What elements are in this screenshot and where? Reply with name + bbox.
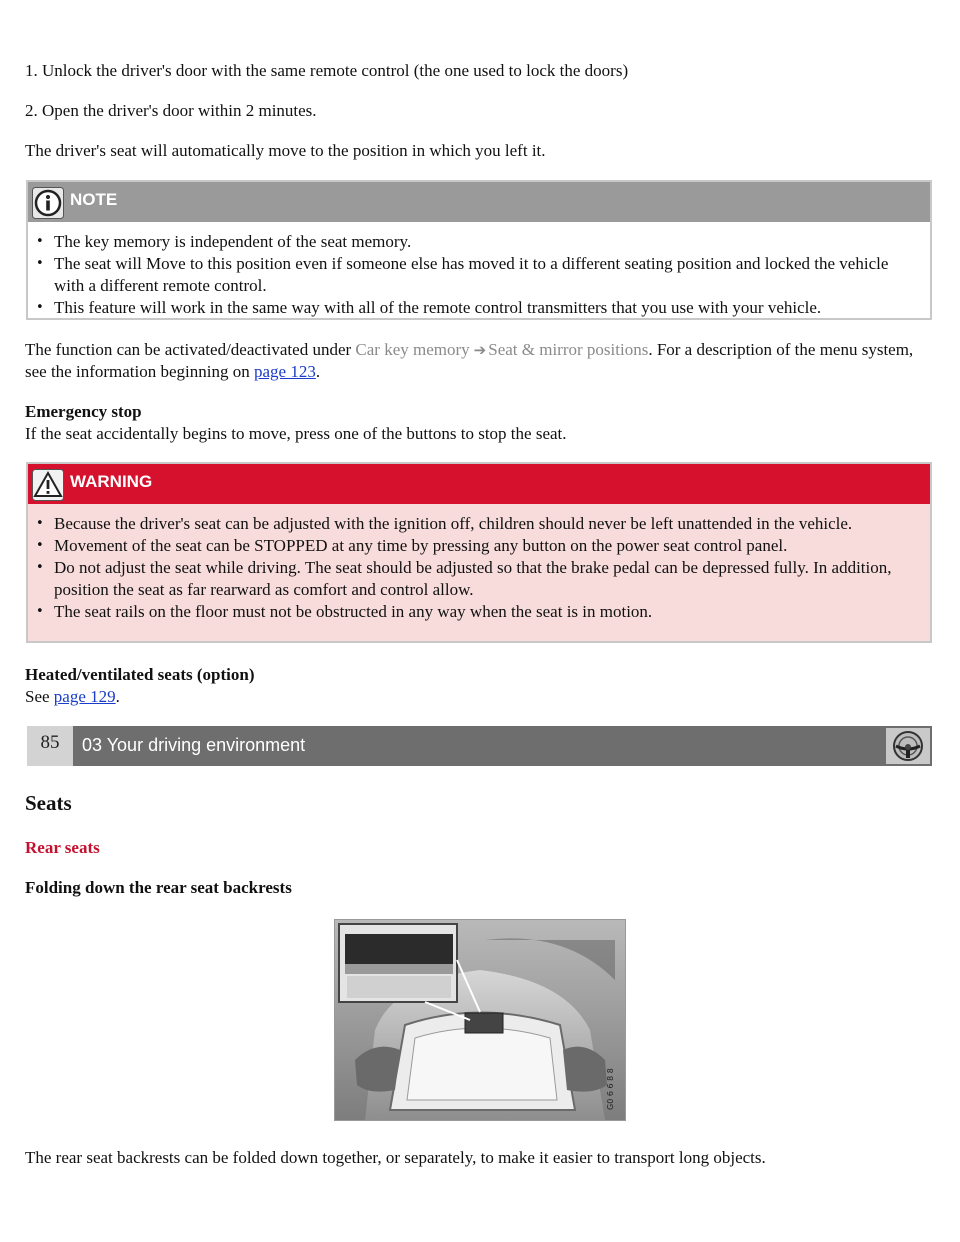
warning-header bbox=[28, 464, 930, 504]
emergency-heading: Emergency stop bbox=[25, 402, 142, 421]
list-item bbox=[34, 253, 922, 297]
heated-heading: Heated/ventilated seats (option) bbox=[25, 665, 255, 684]
menu-seat-mirror-positions: Seat & mirror positions bbox=[488, 340, 649, 359]
section-subheading: Folding down the rear seat backrests bbox=[25, 878, 292, 897]
step-2-text: 2. Open the driver's door within 2 minutes. bbox=[25, 101, 317, 120]
warning-box bbox=[26, 462, 932, 643]
warning-list bbox=[28, 504, 930, 629]
see-text: See bbox=[25, 687, 54, 706]
steering-wheel-icon bbox=[886, 728, 930, 764]
menu-car-key-memory: Car key memory bbox=[355, 340, 470, 359]
note-header bbox=[28, 182, 930, 222]
function-suffix: . bbox=[315, 362, 321, 381]
list-item: • The seat rails on the floor must not be obstructed in any way when the seat is in motion. bbox=[34, 601, 922, 623]
heated-see-line bbox=[25, 686, 935, 708]
function-prefix: The function can be activated/deactivated under bbox=[25, 340, 356, 359]
page-123-link[interactable]: page 123 bbox=[253, 362, 316, 381]
function-middle: . For a description of the menu system, see the information beginning on bbox=[25, 340, 914, 381]
list-item: • Do not adjust the seat while driving. The seat should be adjusted so that the brake pedal can be depressed fully. In addition, position the seat as far rearward as comfort and control allow. bbox=[34, 557, 922, 601]
list-item: • Because the driver's seat can be adjusted with the ignition off, children should never be left unattended in the vehicle. bbox=[34, 513, 922, 535]
list-item: • This feature will work in the same way with all of the remote control transmitters that you use with your vehicle. bbox=[34, 297, 922, 319]
chapter-banner bbox=[27, 726, 932, 766]
note-box bbox=[26, 180, 932, 320]
function-paragraph bbox=[25, 339, 935, 383]
note-list bbox=[28, 222, 930, 325]
page-number: 85 bbox=[27, 726, 73, 766]
result-text: The driver's seat will automatically move to the position in which you left it. bbox=[25, 141, 546, 160]
list-item-text: The seat will Move to this position even if someone else has moved it to a different seating position and locked the vehicle with a different remote control. bbox=[54, 254, 889, 295]
list-item: • The key memory is independent of the seat memory. bbox=[34, 231, 922, 253]
emergency-text: If the seat accidentally begins to move, press one of the buttons to stop the seat. bbox=[25, 424, 567, 443]
warning-title: WARNING bbox=[70, 472, 153, 491]
caption-text: The rear seat backrests can be folded down together, or separately, to make it easier to transport long objects. bbox=[25, 1148, 766, 1167]
section-subtitle: Rear seats bbox=[25, 838, 100, 857]
step-1-text: 1. Unlock the driver's door with the same remote control (the one used to lock the doors) bbox=[25, 61, 629, 80]
see-suffix: . bbox=[115, 687, 120, 706]
page-129-link[interactable]: page 129 bbox=[53, 687, 116, 706]
image-code: G0 6 6 8 8 bbox=[606, 1068, 615, 1110]
section-title: Seats bbox=[25, 791, 72, 815]
list-item: • Movement of the seat can be STOPPED at any time by pressing any button on the power seat control panel. bbox=[34, 535, 922, 557]
warning-triangle-icon bbox=[32, 469, 64, 501]
note-title: NOTE bbox=[70, 190, 118, 209]
info-icon bbox=[32, 187, 64, 219]
arrow-right-icon: ➔ bbox=[473, 341, 487, 359]
chapter-title: 03 Your driving environment bbox=[82, 735, 306, 755]
rear-trunk-illustration bbox=[334, 919, 626, 1121]
